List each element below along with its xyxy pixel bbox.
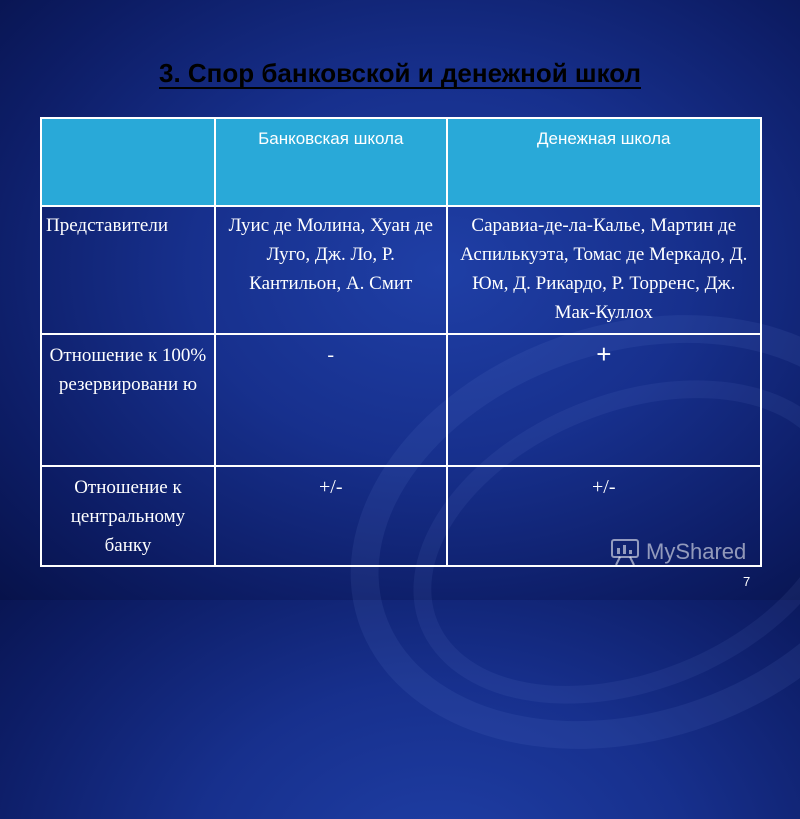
watermark-text: MyShared — [646, 539, 747, 564]
table-row — [41, 334, 761, 466]
presentation-board-icon — [610, 538, 640, 566]
cell-banking-reserve: - — [215, 334, 447, 466]
cell-money-central-bank: +/- — [447, 466, 761, 566]
myshared-watermark — [610, 538, 746, 566]
row-label-representatives: Представители — [41, 206, 215, 334]
page-number: 7 — [743, 574, 751, 589]
row-label-reserve: Отношение к 100% резервировани ю — [41, 334, 215, 466]
slide-title-text: 3. Спор банковской и денежной школ — [158, 58, 641, 88]
slide-title — [0, 58, 800, 89]
cell-money-reserve: + — [447, 334, 761, 466]
table-row — [41, 206, 761, 334]
table-header-row — [41, 118, 761, 206]
cell-banking-central-bank: +/- — [215, 466, 447, 566]
header-empty-cell — [41, 118, 215, 206]
comparison-table — [40, 117, 762, 567]
row-label-central-bank: Отношение к центральному банку — [41, 466, 215, 566]
header-banking-school: Банковская школа — [215, 118, 447, 206]
header-money-school: Денежная школа — [447, 118, 761, 206]
cell-banking-representatives: Луис де Молина, Хуан де Луго, Дж. Ло, Р. Кантильон, А. Смит — [215, 206, 447, 334]
cell-money-representatives: Саравиа-де-ла-Калье, Мартин де Аспилькуэта, Томас де Меркадо, Д. Юм, Д. Рикардо, Р. Торренс, Дж. Мак-Куллох — [447, 206, 761, 334]
